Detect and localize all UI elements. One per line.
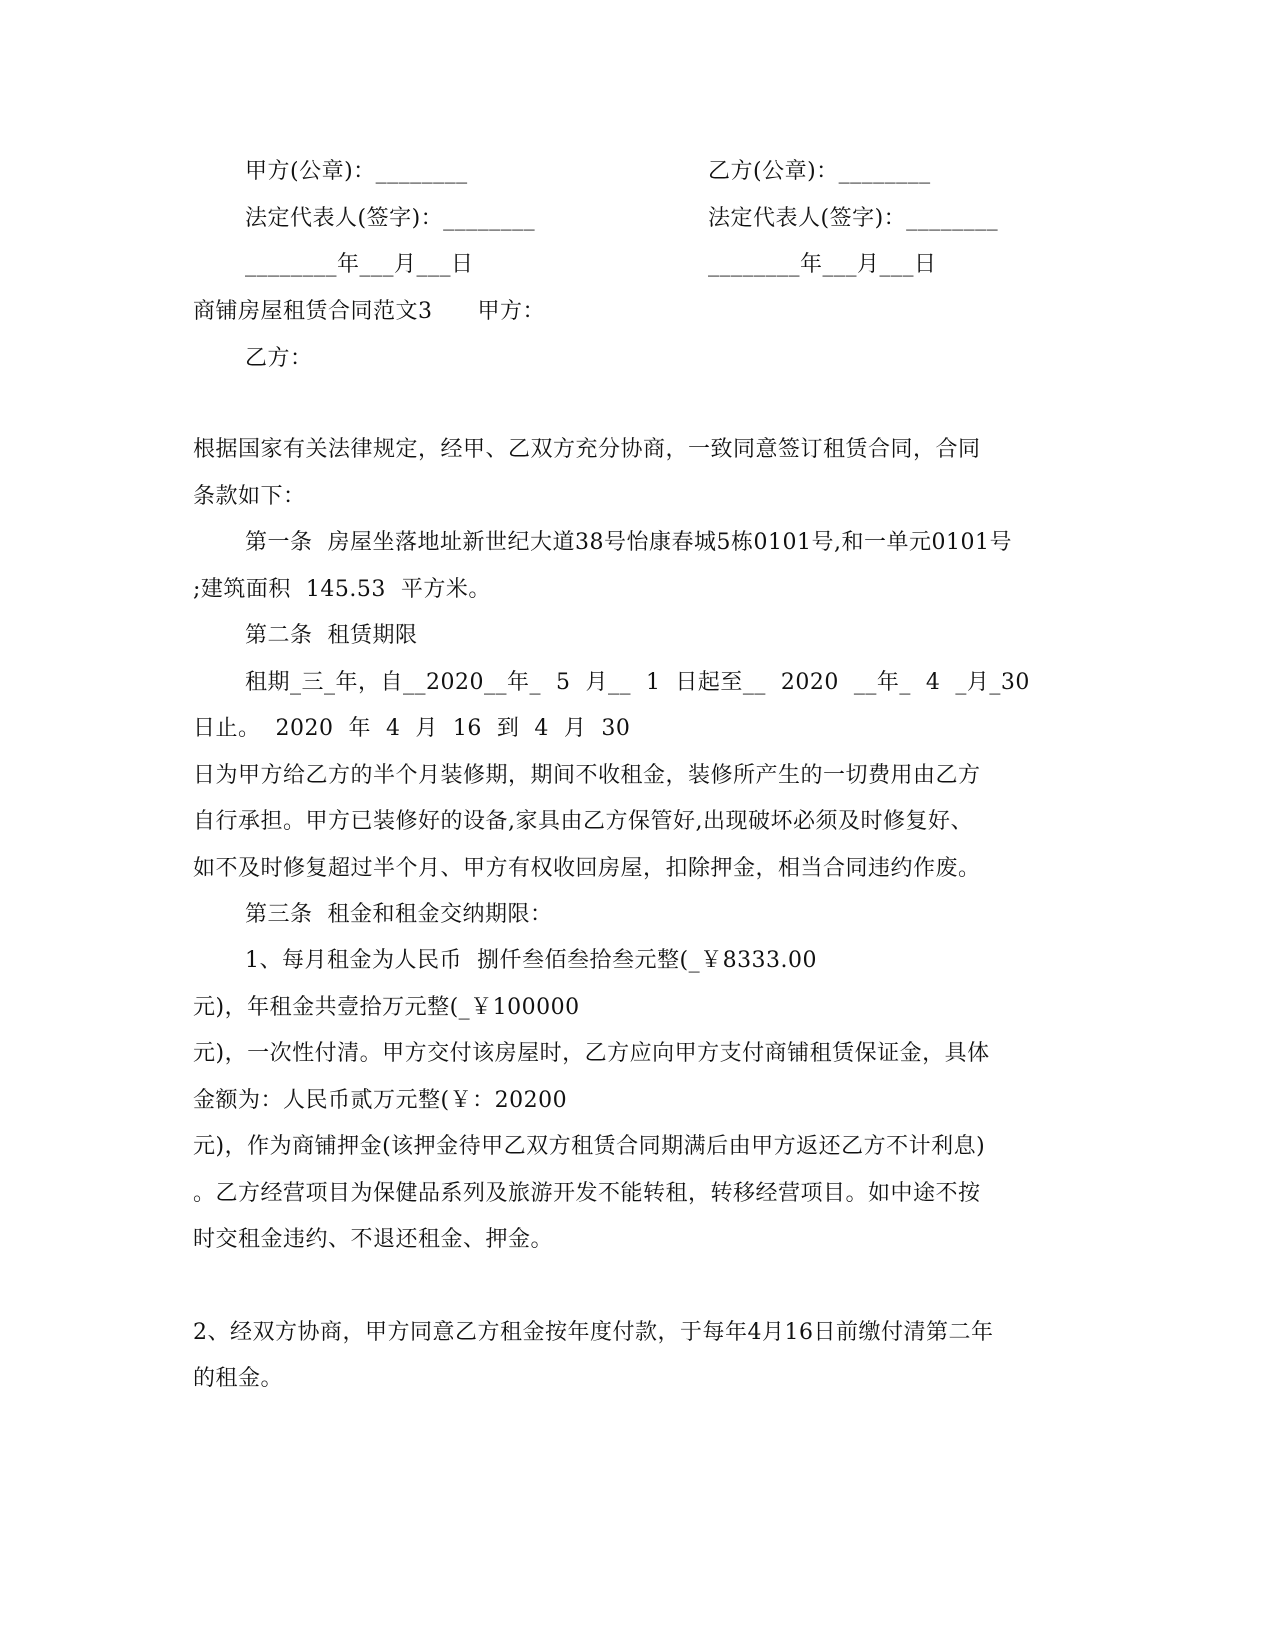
- article-2-line-3: 日为甲方给乙方的半个月装修期，期间不收租金，装修所产生的一切费用由乙方: [193, 763, 981, 788]
- article-3-line-8: 2、经双方协商，甲方同意乙方租金按年度付款，于每年4月16日前缴付清第二年: [193, 1320, 994, 1345]
- article-3-line-2: 元)，年租金共壹拾万元整(_￥100000: [193, 995, 580, 1020]
- article-3-line-9: 的租金。: [193, 1366, 284, 1391]
- article-3-line-3: 元)，一次性付清。甲方交付该房屋时，乙方应向甲方支付商铺租赁保证金，具体: [193, 1041, 990, 1066]
- party-b-representative: 法定代表人(签字)：________: [708, 206, 999, 231]
- article-3-line-1: 1、每月租金为人民币 捌仟叁佰叁拾叁元整(_￥8333.00: [245, 948, 818, 973]
- party-a-seal: 甲方(公章)：________: [245, 159, 468, 184]
- article-2-line-1: 租期_三_年，自__2020__年_ 5 月__ 1 日起至__ 2020 __年_ 4 _月_30: [245, 670, 1030, 695]
- article-3-line-5: 元)，作为商铺押金(该押金待甲乙双方租赁合同期满后由甲方返还乙方不计利息): [193, 1134, 986, 1159]
- article-2-title: 第二条 租赁期限: [245, 623, 418, 648]
- party-b-seal: 乙方(公章)：________: [708, 159, 931, 184]
- contract-title-line: 商铺房屋租赁合同范文3 甲方：: [193, 299, 545, 324]
- party-b-label: 乙方：: [245, 346, 313, 371]
- intro-line-1: 根据国家有关法律规定，经甲、乙双方充分协商，一致同意签订租赁合同，合同: [193, 437, 981, 462]
- article-3-line-4: 金额为：人民币贰万元整(￥：20200: [193, 1088, 568, 1113]
- article-1-line-2: ;建筑面积 145.53 平方米。: [193, 577, 491, 602]
- article-2-line-4: 自行承担。甲方已装修好的设备,家具由乙方保管好,出现破坏必须及时修复好、: [193, 809, 973, 834]
- intro-line-2: 条款如下：: [193, 484, 306, 509]
- party-b-date: ________年___月___日: [708, 252, 937, 277]
- article-2-line-5: 如不及时修复超过半个月、甲方有权收回房屋，扣除押金，相当合同违约作废。: [193, 856, 981, 881]
- article-2-line-2: 日止。 2020 年 4 月 16 到 4 月 30: [193, 716, 631, 741]
- article-3-line-6: 。乙方经营项目为保健品系列及旅游开发不能转租，转移经营项目。如中途不按: [193, 1181, 981, 1206]
- party-a-date: ________年___月___日: [245, 252, 474, 277]
- article-3-title: 第三条 租金和租金交纳期限：: [245, 902, 553, 927]
- article-3-line-7: 时交租金违约、不退还租金、押金。: [193, 1227, 554, 1252]
- party-a-representative: 法定代表人(签字)：________: [245, 206, 536, 231]
- article-1-line-1: 第一条 房屋坐落地址新世纪大道38号怡康春城5栋0101号,和一单元0101号: [245, 530, 1012, 555]
